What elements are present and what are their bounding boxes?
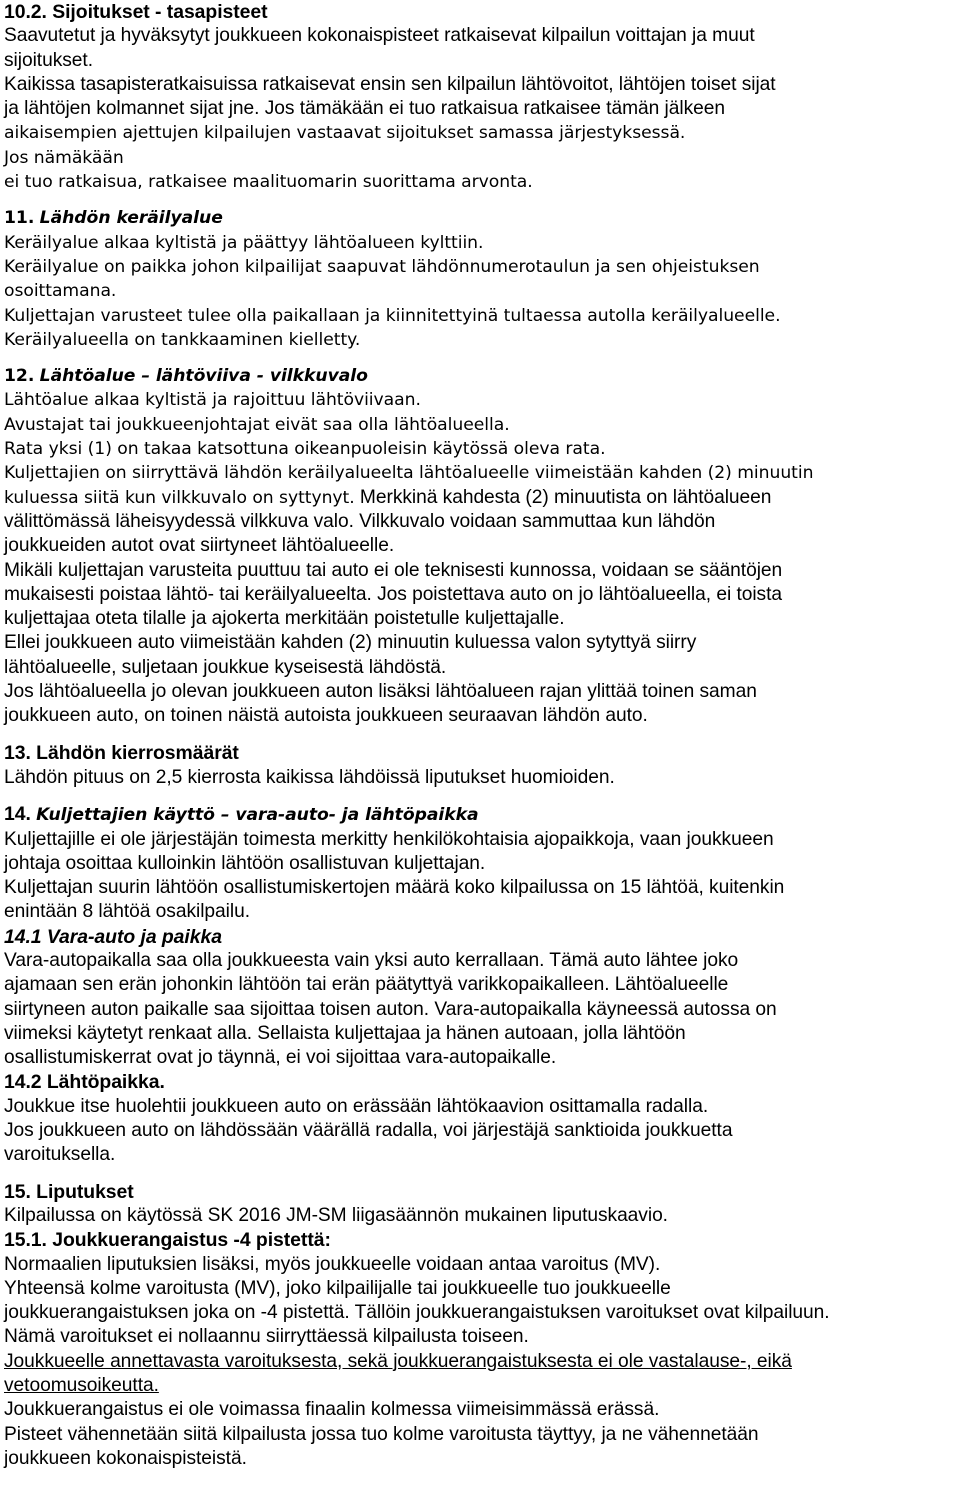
section-heading-13: 13. Lähdön kierrosmäärät: [4, 741, 239, 764]
paragraph-line: Kuljettajien on siirryttävä lähdön keräilyalueelta lähtöalueelle viimeistään kahden (2) minuutin: [4, 463, 814, 484]
paragraph-line-mixed: Vara-autopaikalla saa olla joukkueesta vain yksi auto kerrallaan. Tämä auto lähtee joko: [4, 949, 739, 971]
paragraph-line-mixed: mukaisesti poistaa lähtö- tai keräilyalueelta. Jos poistettava auto on jo lähtöalueella, ei toista: [4, 583, 783, 605]
paragraph-line-underlined: vetoomusoikeutta.: [4, 1375, 159, 1397]
paragraph-line: Jos nämäkään: [4, 147, 124, 168]
section-heading-14-2: 14.2 Lähtöpaikka.: [4, 1071, 165, 1094]
paragraph-line: Mikäli kuljettajan varusteita puuttuu tai auto ei ole teknisesti kunnossa, voidaan se sääntöjen: [4, 559, 783, 581]
paragraph-line: osallistumiskerrat ovat jo täynnä, ei voi sijoittaa vara-autopaikalle.: [4, 1047, 557, 1069]
paragraph-line: joukkueen auto, on toinen näistä autoista joukkueen seuraavan lähdön auto.: [4, 705, 648, 727]
section-heading-10-2: 10.2. Sijoitukset - tasapisteet: [4, 1, 268, 23]
paragraph-line: Nämä varoitukset ei nollaannu siirryttäessä kilpailusta toiseen.: [4, 1326, 529, 1348]
paragraph-line-mixed: kuluessa siitä kun vilkkuvalo on syttynyt. Merkkinä kahdesta (2) minuutista on lähtöalueen: [4, 486, 772, 508]
paragraph-line: Avustajat tai joukkueenjohtajat eivät saa olla lähtöalueella.: [4, 414, 510, 435]
paragraph-line-mixed: joukkuerangaistuksen joka on -4 pistettä. Tällöin joukkuerangaistuksen varoitukset ovat kilpailuun.: [4, 1302, 830, 1324]
paragraph-line-mixed: ajamaan sen erän johonkin lähtöön tai erän päätyttyä varikkopaikalleen. Lähtöalueelle: [4, 974, 729, 996]
paragraph-line-mixed: välittömässä läheisyydessä vilkkuva valo. Vilkkuvalo voidaan sammuttaa kun lähdön: [4, 510, 716, 532]
section-heading-11: 11. Lähdön keräilyalue: [4, 208, 223, 229]
paragraph-line: Jos joukkueen auto on lähdössään väärällä radalla, voi järjestäjä sanktioida joukkuetta: [4, 1120, 733, 1142]
paragraph-line: Keräilyalueella on tankkaaminen kielletty.: [4, 329, 361, 350]
section-heading-14: 14. Kuljettajien käyttö – vara-auto- ja lähtöpaikka: [4, 803, 479, 826]
paragraph-line: Kuljettajan suurin lähtöön osallistumiskertojen määrä koko kilpailussa on 15 lähtöä, kuitenkin: [4, 877, 785, 899]
paragraph-line: lähtöalueelle, suljetaan joukkue kyseisestä lähdöstä.: [4, 656, 447, 678]
paragraph-line: Pisteet vähennetään siitä kilpailusta jossa tuo kolme varoitusta täyttyy, ja ne vähennetään: [4, 1423, 759, 1445]
section-heading-14-1: 14.1 Vara-auto ja paikka: [4, 925, 222, 948]
paragraph-line: Lähdön pituus on 2,5 kierrosta kaikissa lähdöissä liputukset huomioiden.: [4, 766, 615, 788]
paragraph-line: joukkueen kokonaispisteistä.: [4, 1447, 247, 1469]
paragraph-line: osoittamana.: [4, 281, 117, 302]
paragraph-line: enintään 8 lähtöä osakilpailu.: [4, 901, 250, 923]
paragraph-line: Lähtöalue alkaa kyltistä ja rajoittuu lähtöviivaan.: [4, 390, 421, 411]
paragraph-line: joukkueiden autot ovat siirtyneet lähtöalueelle.: [4, 535, 395, 557]
paragraph-line: Saavutetut ja hyväksytyt joukkueen kokonaispisteet ratkaisevat kilpailun voittajan ja muut: [4, 25, 755, 47]
paragraph-line: Kuljettajan varusteet tulee olla paikallaan ja kiinnitettyinä tultaessa autolla keräilyalueelle.: [4, 305, 781, 326]
paragraph-line: Joukkue itse huolehtii joukkueen auto on erässään lähtökaavion osittamalla radalla.: [4, 1095, 709, 1117]
section-heading-12: 12. Lähtöalue – lähtöviiva - vilkkuvalo: [4, 366, 368, 387]
paragraph-line: johtaja osoittaa kulloinkin lähtöön osallistuvan kuljettajan.: [4, 852, 486, 874]
paragraph-line: Kilpailussa on käytössä SK 2016 JM-SM liigasäännön mukainen liputuskaavio.: [4, 1204, 668, 1226]
paragraph-line: sijoitukset.: [4, 49, 93, 71]
paragraph-line: Kaikissa tasapisteratkaisuissa ratkaisevat ensin sen kilpailun lähtövoitot, lähtöjen toiset sijat: [4, 73, 776, 95]
paragraph-line: Ellei joukkueen auto viimeistään kahden (2) minuutin kuluessa valon sytyttyä siirry: [4, 632, 697, 654]
paragraph-line-underlined: Joukkueelle annettavasta varoituksesta, sekä joukkuerangaistuksesta ei ole vastalause-, eikä: [4, 1350, 792, 1372]
paragraph-line: aikaisempien ajettujen kilpailujen vastaavat sijoitukset samassa järjestyksessä.: [4, 123, 686, 144]
document-page: [4, 0, 956, 1471]
paragraph-line-mixed: ja lähtöjen kolmannet sijat jne. Jos tämäkään ei tuo ratkaisua ratkaisee tämän jälkeen: [4, 98, 725, 120]
paragraph-line: Keräilyalue on paikka johon kilpailijat saapuvat lähdönnumerotaulun ja sen ohjeistuksen: [4, 256, 760, 277]
paragraph-line: Joukkuerangaistus ei ole voimassa finaalin kolmessa viimeisimmässä erässä.: [4, 1399, 660, 1421]
paragraph-line: Normaalien liputuksien lisäksi, myös joukkueelle voidaan antaa varoitus (MV).: [4, 1253, 661, 1275]
section-heading-15: 15. Liputukset: [4, 1180, 134, 1203]
paragraph-line-mixed: viimeksi käytetyt renkaat alla. Sellaista kuljettajaa ja hänen autoaan, jolla lähtöön: [4, 1022, 686, 1044]
paragraph-line-mixed: siirtyneen auton paikalle saa sijoittaa toisen auton. Vara-autopaikalla käyneessä autossa on: [4, 998, 777, 1020]
paragraph-line: Jos lähtöalueella jo olevan joukkueen auton lisäksi lähtöalueen rajan ylittää toinen saman: [4, 681, 757, 703]
section-heading-15-1: 15.1. Joukkuerangaistus -4 pistettä:: [4, 1229, 331, 1252]
paragraph-line: varoituksella.: [4, 1144, 116, 1166]
paragraph-line: Keräilyalue alkaa kyltistä ja päättyy lähtöalueen kylttiin.: [4, 232, 484, 253]
paragraph-line: kuljettajaa oteta tilalle ja ajokerta merkitään poistetulle kuljettajalle.: [4, 608, 565, 630]
paragraph-line: Kuljettajille ei ole järjestäjän toimesta merkitty henkilökohtaisia ajopaikkoja, vaan joukkueen: [4, 828, 774, 850]
paragraph-line: ei tuo ratkaisua, ratkaisee maalituomarin suorittama arvonta.: [4, 172, 533, 193]
paragraph-line: Rata yksi (1) on takaa katsottuna oikeanpuoleisin käytössä oleva rata.: [4, 439, 606, 460]
paragraph-line: Yhteensä kolme varoitusta (MV), joko kilpailijalle tai joukkueelle tuo joukkueelle: [4, 1277, 671, 1299]
